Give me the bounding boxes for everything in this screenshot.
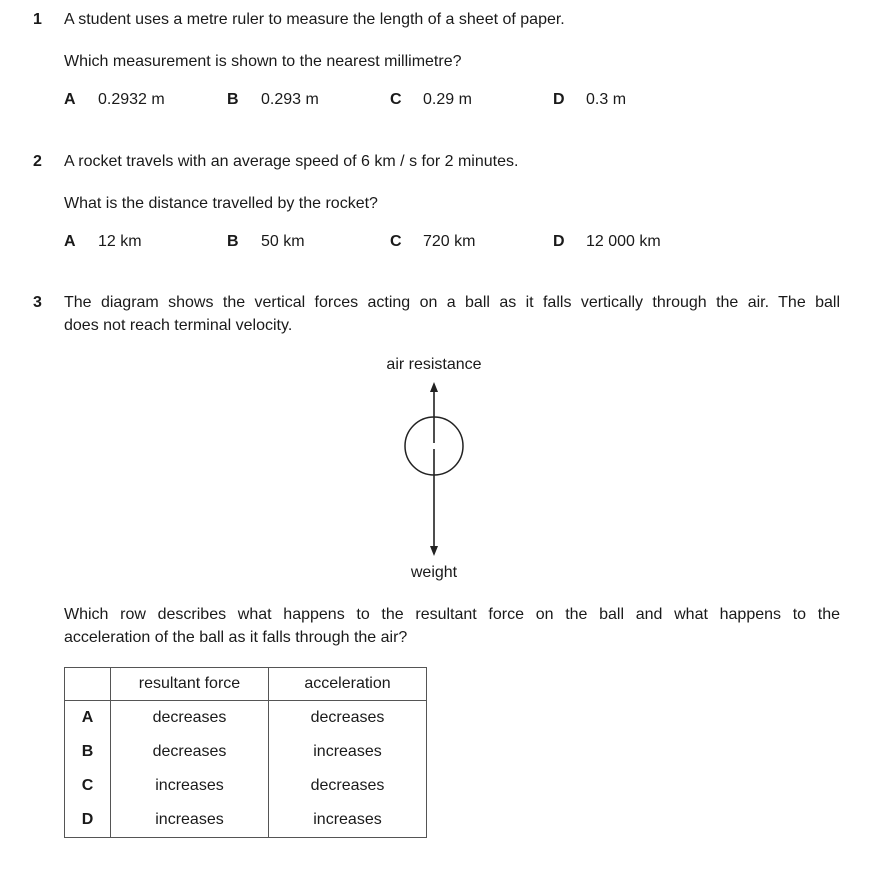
option-letter: B bbox=[227, 91, 239, 108]
table-cell: increases bbox=[269, 735, 427, 769]
option-value[interactable]: 0.293 m bbox=[261, 91, 319, 108]
question-number: 3 bbox=[33, 294, 42, 311]
table-row[interactable] bbox=[65, 735, 427, 769]
question-prompt-line2: acceleration of the ball as it falls through the air? bbox=[64, 629, 408, 646]
option-value[interactable]: 0.2932 m bbox=[98, 91, 165, 108]
table-header-row bbox=[65, 668, 427, 701]
air-resistance-label: air resistance bbox=[386, 356, 482, 373]
table-cell: increases bbox=[111, 803, 269, 838]
header-cell bbox=[65, 668, 111, 701]
option-letter: D bbox=[553, 233, 565, 250]
question-prompt: What is the distance travelled by the rocket? bbox=[64, 195, 378, 212]
question-prompt: Which measurement is shown to the nearest millimetre? bbox=[64, 53, 462, 70]
question-text: A student uses a metre ruler to measure the length of a sheet of paper. bbox=[64, 11, 565, 28]
header-cell: resultant force bbox=[111, 668, 269, 701]
question-text: A rocket travels with an average speed of 6 km / s for 2 minutes. bbox=[64, 153, 519, 170]
question-prompt-line1: Which row describes what happens to the resultant force on the ball and what happens to the bbox=[64, 606, 840, 623]
option-value[interactable]: 0.29 m bbox=[423, 91, 472, 108]
table-cell: decreases bbox=[111, 701, 269, 736]
table-cell: decreases bbox=[269, 701, 427, 736]
option-letter: B bbox=[227, 233, 239, 250]
option-value[interactable]: 12 000 km bbox=[586, 233, 661, 250]
weight-label: weight bbox=[410, 564, 458, 581]
option-value[interactable]: 12 km bbox=[98, 233, 142, 250]
table-cell: increases bbox=[269, 803, 427, 838]
question-text-line1: The diagram shows the vertical forces acting on a ball as it falls vertically through the air. The ball bbox=[64, 294, 840, 311]
row-letter: B bbox=[65, 735, 111, 769]
option-value[interactable]: 720 km bbox=[423, 233, 476, 250]
option-letter: A bbox=[64, 91, 76, 108]
table-row[interactable] bbox=[65, 803, 427, 838]
option-value[interactable]: 0.3 m bbox=[586, 91, 627, 108]
option-letter: D bbox=[553, 91, 565, 108]
answer-table bbox=[64, 667, 427, 838]
table-cell: increases bbox=[111, 769, 269, 803]
option-letter: C bbox=[390, 91, 402, 108]
question-number: 1 bbox=[33, 11, 42, 28]
option-value[interactable]: 50 km bbox=[261, 233, 305, 250]
row-letter: D bbox=[65, 803, 111, 838]
question-text-line2: does not reach terminal velocity. bbox=[64, 317, 293, 334]
table-cell: decreases bbox=[111, 735, 269, 769]
table-row[interactable] bbox=[65, 701, 427, 736]
force-diagram bbox=[394, 378, 474, 563]
table-cell: decreases bbox=[269, 769, 427, 803]
table-row[interactable] bbox=[65, 769, 427, 803]
row-letter: A bbox=[65, 701, 111, 736]
question-number: 2 bbox=[33, 153, 42, 170]
row-letter: C bbox=[65, 769, 111, 803]
header-cell: acceleration bbox=[269, 668, 427, 701]
option-letter: A bbox=[64, 233, 76, 250]
option-letter: C bbox=[390, 233, 402, 250]
